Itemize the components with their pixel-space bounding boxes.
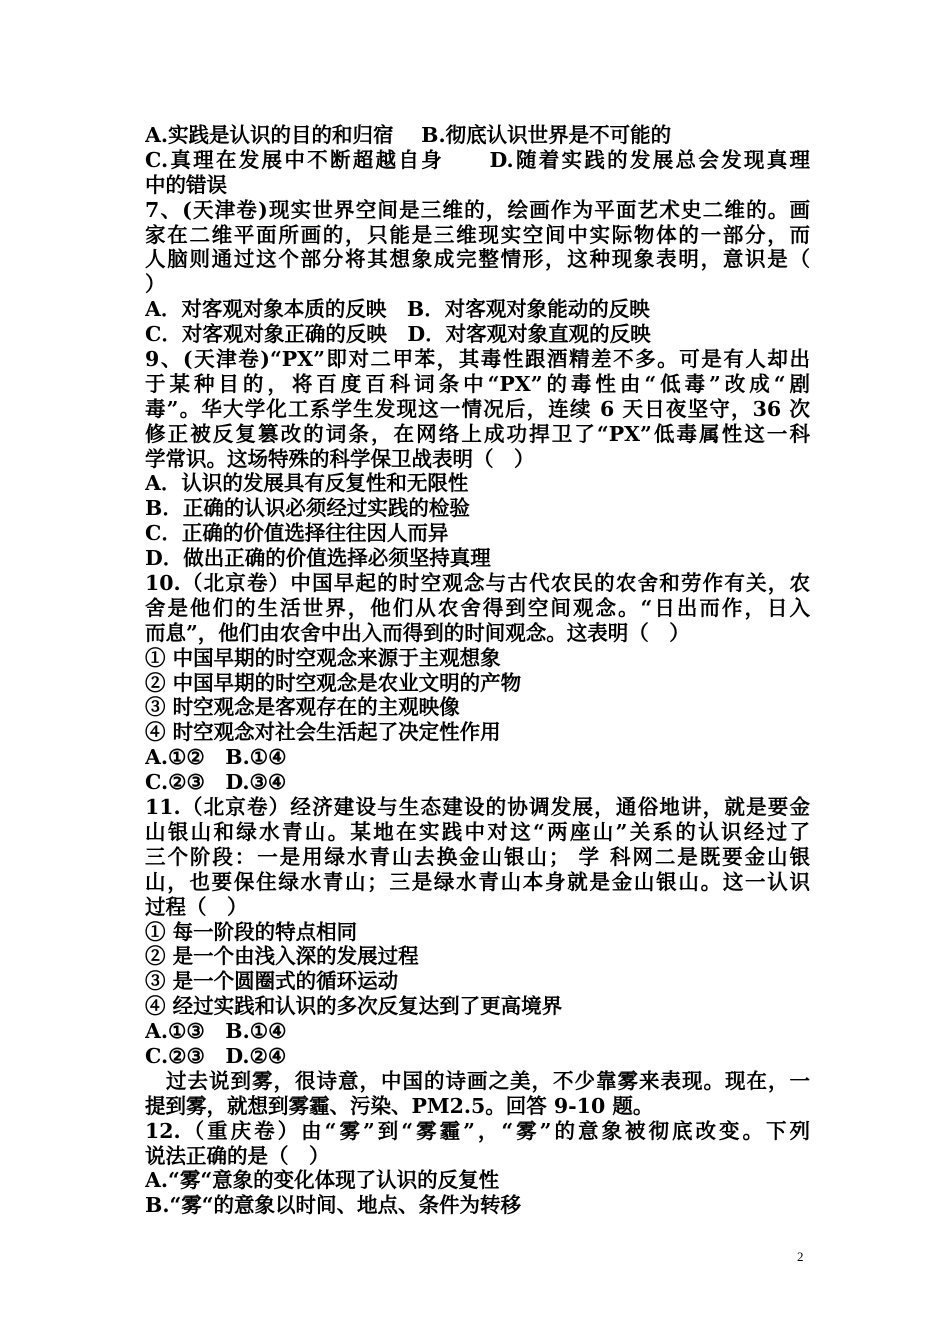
text-line: 家在二维平面所画的，只能是三维现实空间中实际物体的一部分，而 xyxy=(145,222,810,247)
text-line: 于某种目的，将百度百科词条中“PX”的毒性由“低毒”改成“剧 xyxy=(145,371,810,396)
text-line: ④ 经过实践和认识的多次反复达到了更高境界 xyxy=(145,994,563,1019)
text-line: C．对客观对象正确的反映 D．对客观对象直观的反映 xyxy=(145,322,651,347)
text-line: 10.（北京卷）中国早起的时空观念与古代农民的农舍和劳作有关，农 xyxy=(145,571,810,596)
text-line: 说法正确的是（ ） xyxy=(145,1143,330,1168)
text-line: ③ 是一个圆圈式的循环运动 xyxy=(145,969,399,994)
text-line: 过程（ ） xyxy=(145,894,248,919)
text-line: D．做出正确的价值选择必须坚持真理 xyxy=(145,546,491,571)
text-line: C.真理在发展中不断超越自身 D.随着实践的发展总会发现真理 xyxy=(145,147,810,172)
text-line: A.实践是认识的目的和归宿 B.彻底认识世界是不可能的 xyxy=(145,123,672,147)
text-line: 学常识。这场特殊的科学保卫战表明（ ） xyxy=(145,446,535,471)
text-line: A.①③ B.①④ xyxy=(145,1019,287,1044)
text-line: ） xyxy=(145,272,166,297)
text-line: 过去说到雾，很诗意，中国的诗画之美，不少靠雾来表现。现在，一 xyxy=(166,1068,810,1093)
text-line: 7、(天津卷)现实世界空间是三维的，绘画作为平面艺术史二维的。画 xyxy=(145,197,810,222)
text-line: A.“雾“意象的变化体现了认识的反复性 xyxy=(145,1168,500,1193)
document-body xyxy=(145,123,810,1218)
text-line: C.②③ D.②④ xyxy=(145,1043,287,1068)
text-line: 三个阶段：一是用绿水青山去换金山银山； 学 科网二是既要金山银 xyxy=(145,844,810,869)
text-line: 山，也要保住绿水青山；三是绿水青山本身就是金山银山。这一认识 xyxy=(145,869,810,894)
text-line: ④ 时空观念对社会生活起了决定性作用 xyxy=(145,720,501,745)
text-line: C．正确的价值选择往往因人而异 xyxy=(145,521,449,546)
text-line: 11.（北京卷）经济建设与生态建设的协调发展，通俗地讲，就是要金 xyxy=(145,795,810,820)
page-number: 2 xyxy=(797,1249,804,1264)
text-line: 提到雾，就想到雾霾、污染、PM2.5。回答 9-10 题。 xyxy=(145,1093,654,1118)
text-line: 12.（重庆卷）由“雾”到“雾霾”，“雾”的意象被彻底改变。下列 xyxy=(145,1118,810,1143)
text-line: ② 是一个由浅入深的发展过程 xyxy=(145,944,419,969)
text-line: 人脑则通过这个部分将其想象成完整情形，这种现象表明，意识是（ xyxy=(145,247,810,272)
text-line: 舍是他们的生活世界，他们从农舍得到空间观念。“日出而作，日入 xyxy=(145,595,810,620)
text-line: 修正被反复篡改的词条，在网络上成功捍卫了“PX”低毒属性这一科 xyxy=(145,421,810,446)
text-line: A．认识的发展具有反复性和无限性 xyxy=(145,471,469,496)
text-line: A.①② B.①④ xyxy=(145,745,287,770)
text-line: C.②③ D.③④ xyxy=(145,770,287,795)
text-line: B．正确的认识必须经过实践的检验 xyxy=(145,496,470,521)
text-line: ② 中国早期的时空观念是农业文明的产物 xyxy=(145,670,522,695)
text-line: 山银山和绿水青山。某地在实践中对这“两座山”关系的认识经过了 xyxy=(145,819,810,844)
text-line: B.“雾“的意象以时间、地点、条件为转移 xyxy=(145,1193,522,1218)
text-line: 毒”。华大学化工系学生发现这一情况后，连续 6 天日夜坚守，36 次 xyxy=(145,396,810,421)
text-line: 中的错误 xyxy=(145,172,227,197)
text-line: ① 每一阶段的特点相同 xyxy=(145,919,358,944)
text-line: A．对客观对象本质的反映 B．对客观对象能动的反映 xyxy=(145,297,650,322)
text-line: ① 中国早期的时空观念来源于主观想象 xyxy=(145,645,501,670)
text-line: ③ 时空观念是客观存在的主观映像 xyxy=(145,695,460,720)
text-line: 而息”，他们由农舍中出入而得到的时间观念。这表明（ ） xyxy=(145,620,690,645)
text-line: 9、(天津卷)“PX”即对二甲苯，其毒性跟酒精差不多。可是有人却出 xyxy=(145,347,810,372)
